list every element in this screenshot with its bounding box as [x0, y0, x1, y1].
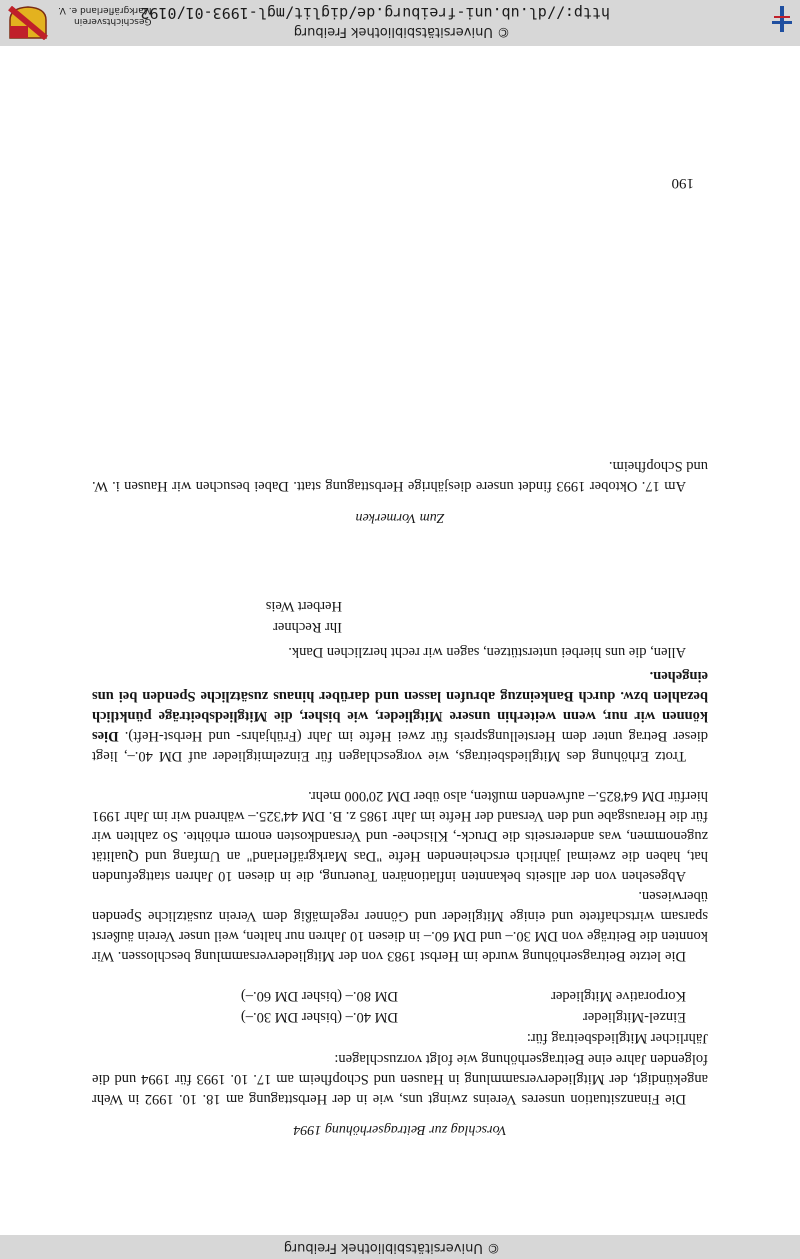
- viewer-header-strip: [0, 1235, 800, 1259]
- paragraph-trotz-erhoehung: [92, 666, 708, 766]
- society-line-2: Markgräflerland e. V.: [58, 5, 152, 15]
- paragraph-dank: Allen, die uns hierbei unterstützen, sagen wir recht herzlichen Dank.: [288, 644, 686, 660]
- fee-category: Einzel-Mitglieder: [582, 1009, 686, 1025]
- page-number: 190: [671, 175, 694, 191]
- paragraph-finanzsituation: Die Finanzsituation unseres Vereins zwingt uns, wie in der Herbsttagung am 18. 10. 1992 in Wehr angekündigt, der Mitgliederversammlung in Hausen und Schopfheim am 17. 10. 1993 für 1994 und die folgenden Jahre eine Beitragserhöhung wie folgt vorzuschlagen:: [92, 1051, 708, 1107]
- society-line-1: Geschichtsverein: [74, 16, 152, 26]
- fee-label: Jährlicher Mitgliedsbeitrag für:: [526, 1030, 708, 1046]
- header-copyright: © Universitätsbibliothek Freiburg: [283, 1240, 500, 1255]
- footer-copyright: © Universitätsbibliothek Freiburg: [293, 24, 510, 39]
- society-coat-of-arms-icon: [8, 6, 48, 40]
- paragraph-teuerung: Abgesehen von der allseits bekannten inflationären Teuerung, die in diesen 10 Jahren stattgefunden hat, haben die zweimal jährlich erscheinenden Hefte "Das Markgräflerland" an Umfang und Qualität zugenommen, was andererseits die Druck-, Klischee- und Versandkosten enorm erhöhte. So zahlten wir für die Herausgabe und den Versand der Hefte im Jahr 1985 z. B. DM 44'325.– während wir im Jahr 1991 hierfür DM 64'825.– aufwenden mußten, also über DM 20'000 mehr.: [92, 788, 708, 884]
- signature-name: Herbert Weis: [265, 598, 342, 614]
- paragraph-trotz-bold: Dies können wir nur, wenn weiterhin unsere Mitglieder, wie bisher, die Mitgliedsbeiträge pünktlich bezahlen bzw. durch Bankeinzug abrufen lassen und darüber hinaus zusätzliche Spenden bei uns eingehen.: [92, 668, 708, 744]
- fee-category: Korporative Mitglieder: [551, 988, 686, 1004]
- signature-title: Ihr Rechner: [273, 619, 342, 635]
- heading-beitragserhoehung: Vorschlag zur Beitragserhöhung 1994: [293, 1122, 507, 1137]
- paragraph-letzte-erhoehung: Die letzte Beitragserhöhung wurde im Herbst 1983 von der Mitgliederversammlung beschlossen. Wir konnten die Beiträge von DM 30.– und DM 60.– in diesen 10 Jahren nur halten, weil unser Verein äußerst sparsam wirtschaftete und einige Mitglieder und Gönner regelmäßig dem Verein zusätzliche Spenden überwiesen.: [92, 888, 708, 964]
- heading-vormerken: Zum Vormerken: [355, 510, 445, 525]
- university-logo-icon: [772, 6, 792, 32]
- document-url[interactable]: http://dl.ub.uni-freiburg.de/diglit/mgl-1993-01/0192: [140, 4, 610, 22]
- viewer-footer-strip: [0, 0, 800, 46]
- fee-amount: DM 80.– (bisher DM 60.–): [240, 988, 398, 1004]
- fee-amount: DM 40.– (bisher DM 30.–): [240, 1009, 398, 1025]
- paragraph-herbsttagung: Am 17. Oktober 1993 findet unsere diesjährige Herbsttagung statt. Dabei besuchen wir Hausen i. W. und Schopfheim.: [92, 458, 708, 494]
- paragraph-trotz-normal: Trotz Erhöhung des Mitgliedsbeitrags, wie vorgeschlagen für Einzelmitglieder auf DM 40.–, liegt dieser Betrag unter dem Herstellungspreis für zwei Hefte im Jahr (Frühjahrs- und Herbst-Heft).: [92, 728, 708, 764]
- society-name: [58, 4, 151, 26]
